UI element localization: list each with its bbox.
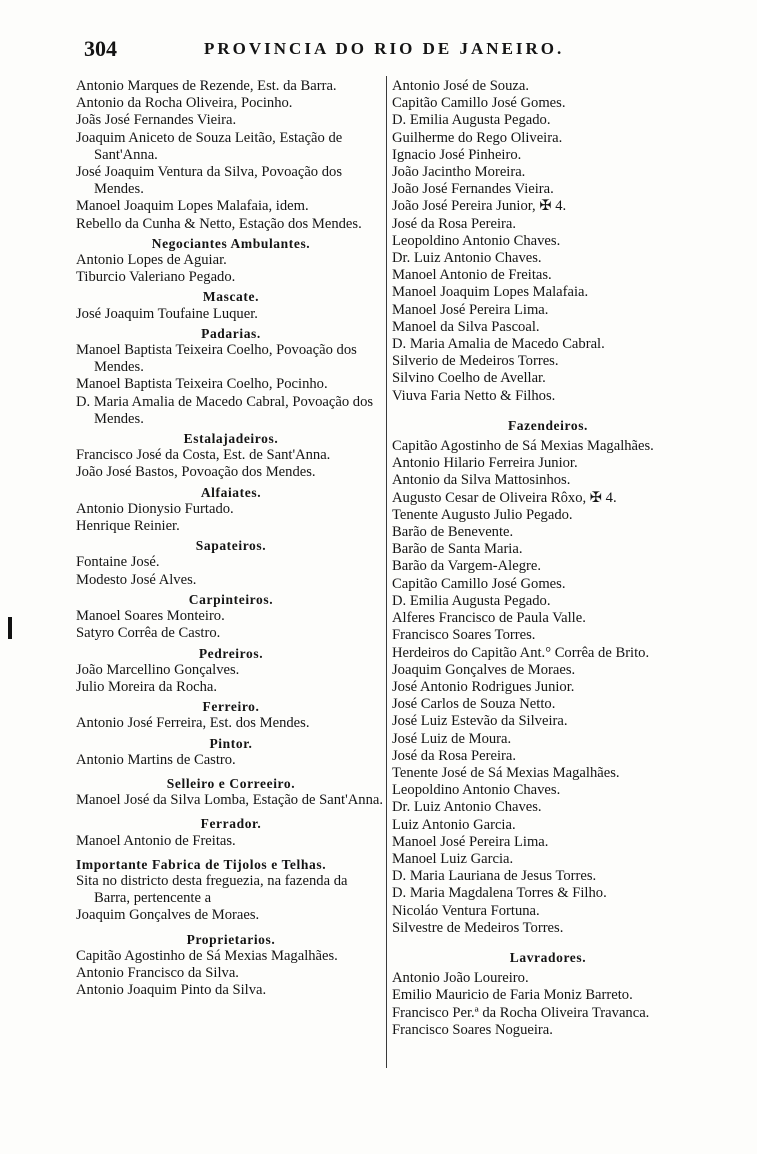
list-item: Antonio da Rocha Oliveira, Pocinho. xyxy=(76,95,293,112)
list-item: João José Pereira Junior, ✠ 4. xyxy=(392,198,567,215)
list-item: Francisco Soares Torres. xyxy=(392,627,536,644)
list-item: Antonio Hilario Ferreira Junior. xyxy=(392,455,578,472)
list-item: Satyro Corrêa de Castro. xyxy=(76,625,221,642)
list-item: Barão da Vargem-Alegre. xyxy=(392,558,541,575)
left-column xyxy=(76,78,386,999)
list-item: Manoel José Pereira Lima. xyxy=(392,833,549,850)
list-item: Dr. Luiz Antonio Chaves. xyxy=(392,799,542,816)
list-item: Capitão Agostinho de Sá Mexias Magalhães. xyxy=(392,438,654,455)
section-heading-sapateiros: Sapateiros. xyxy=(195,538,267,554)
list-item: Manoel José Pereira Lima. xyxy=(392,301,549,318)
list-item: D. Maria Amalia de Macedo Cabral, Povoação dos Mendes. xyxy=(76,393,374,427)
list-item: Tenente José de Sá Mexias Magalhães. xyxy=(392,764,620,781)
list-item: Herdeiros do Capitão Ant.° Corrêa de Brito. xyxy=(392,644,650,661)
list-item: Antonio Marques de Rezende, Est. da Barra. xyxy=(76,78,337,94)
list-item: Fontaine José. xyxy=(76,554,160,571)
section-heading-carpinteiros: Carpinteiros. xyxy=(188,591,274,607)
list-item: Joãs José Fernandes Vieira. xyxy=(76,112,237,129)
list-item: Rebello da Cunha & Netto, Estação dos Mendes. xyxy=(76,215,362,232)
running-title: PROVINCIA DO RIO DE JANEIRO. xyxy=(204,39,565,58)
list-item: Luiz Antonio Garcia. xyxy=(392,816,516,833)
section-heading-pintor: Pintor. xyxy=(209,735,253,751)
list-item: Julio Moreira da Rocha. xyxy=(76,678,218,695)
list-item: D. Emilia Augusta Pegado. xyxy=(392,112,551,129)
list-item: Alferes Francisco de Paula Valle. xyxy=(392,610,586,627)
section-heading-fazendeiros: Fazendeiros. xyxy=(507,417,589,433)
list-item: D. Maria Lauriana de Jesus Torres. xyxy=(392,868,597,885)
list-item: Antonio Martins de Castro. xyxy=(76,751,236,768)
list-item: Manoel da Silva Pascoal. xyxy=(392,318,540,335)
margin-mark xyxy=(8,617,12,639)
list-item: Guilherme do Rego Oliveira. xyxy=(392,129,563,146)
list-item: Manoel Joaquim Lopes Malafaia. xyxy=(392,284,589,301)
list-item: Tiburcio Valeriano Pegado. xyxy=(76,269,236,286)
list-item: Silvino Coelho de Avellar. xyxy=(392,370,546,387)
list-item: João Jacintho Moreira. xyxy=(392,164,526,181)
list-item: João José Bastos, Povoação dos Mendes. xyxy=(76,464,316,481)
list-item: D. Emilia Augusta Pegado. xyxy=(392,592,551,609)
list-item: Augusto Cesar de Oliveira Rôxo, ✠ 4. xyxy=(392,489,617,506)
list-item: Francisco José da Costa, Est. de Sant'Anna. xyxy=(76,447,331,464)
section-heading-fabrica: Importante Fabrica de Tijolos e Telhas. xyxy=(76,856,327,872)
page-number: 304 xyxy=(84,36,117,61)
list-item: Francisco Soares Nogueira. xyxy=(392,1021,553,1038)
list-item: Manoel Antonio de Freitas. xyxy=(76,832,236,849)
list-item: Manoel José da Silva Lomba, Estação de Sant'Anna. xyxy=(76,792,383,809)
section-heading-proprietarios: Proprietarios. xyxy=(186,931,276,947)
list-item: Barão de Santa Maria. xyxy=(392,541,523,558)
list-item: Sita no districto desta freguezia, na fazenda da Barra, pertencente a xyxy=(76,872,348,907)
section-heading-alfaiates: Alfaiates. xyxy=(200,484,262,500)
list-item: Antonio Francisco da Silva. xyxy=(76,964,239,981)
list-item: Viuva Faria Netto & Filhos. xyxy=(392,387,556,404)
list-item: Silverio de Medeiros Torres. xyxy=(392,353,559,370)
list-item: Capitão Camillo José Gomes. xyxy=(392,95,566,112)
section-heading-ferreiro: Ferreiro. xyxy=(202,699,260,715)
list-item: D. Maria Magdalena Torres & Filho. xyxy=(392,885,607,902)
list-item: José Luiz de Moura. xyxy=(392,730,512,747)
list-item: Capitão Camillo José Gomes. xyxy=(392,575,566,592)
list-item: Manoel Baptista Teixeira Coelho, Povoação dos Mendes. xyxy=(76,342,357,376)
list-item: Antonio Lopes de Aguiar. xyxy=(76,252,227,269)
column-divider xyxy=(386,76,387,1068)
list-item: Nicoláo Ventura Fortuna. xyxy=(392,902,540,919)
list-item: Manoel Baptista Teixeira Coelho, Pocinho. xyxy=(76,376,328,393)
list-item: Silvestre de Medeiros Torres. xyxy=(392,919,564,936)
list-item: José Joaquim Ventura da Silva, Povoação dos Mendes. xyxy=(76,164,343,198)
list-item: José Luiz Estevão da Silveira. xyxy=(392,713,568,730)
list-item: Leopoldino Antonio Chaves. xyxy=(392,782,561,799)
list-item: Joaquim Gonçalves de Moraes. xyxy=(76,907,260,924)
list-item: Antonio Joaquim Pinto da Silva. xyxy=(76,982,267,999)
list-item: Francisco Per.ª da Rocha Oliveira Travanca. xyxy=(392,1004,650,1021)
list-item: Dr. Luiz Antonio Chaves. xyxy=(392,250,542,267)
list-item: Modesto José Alves. xyxy=(76,571,197,588)
section-heading-estalajadeiros: Estalajadeiros. xyxy=(183,431,279,447)
list-item: Tenente Augusto Julio Pegado. xyxy=(392,506,573,523)
list-item: José Joaquim Toufaine Luquer. xyxy=(76,305,258,322)
list-item: Antonio José Ferreira, Est. dos Mendes. xyxy=(76,715,310,732)
list-item: José da Rosa Pereira. xyxy=(392,747,517,764)
list-item: José Antonio Rodrigues Junior. xyxy=(392,678,575,695)
list-item: Antonio da Silva Mattosinhos. xyxy=(392,472,571,489)
section-heading-lavradores: Lavradores. xyxy=(509,949,587,965)
section-heading-pedreiros: Pedreiros. xyxy=(198,645,264,661)
list-item: Manoel Antonio de Freitas. xyxy=(392,267,552,284)
list-item: Antonio José de Souza. xyxy=(392,78,530,94)
list-item: Manoel Joaquim Lopes Malafaia, idem. xyxy=(76,198,309,215)
list-item: D. Maria Amalia de Macedo Cabral. xyxy=(392,336,605,353)
list-item: Manoel Soares Monteiro. xyxy=(76,608,225,625)
right-column xyxy=(392,78,704,1039)
list-item: Antonio João Loureiro. xyxy=(392,970,529,987)
list-item: Joaquim Aniceto de Souza Leitão, Estação de Sant'Anna. xyxy=(76,129,343,163)
list-item: João Marcellino Gonçalves. xyxy=(76,661,240,678)
list-item: Joaquim Gonçalves de Moraes. xyxy=(392,661,576,678)
list-item: Capitão Agostinho de Sá Mexias Magalhães. xyxy=(76,947,338,964)
section-heading-ferrador: Ferrador. xyxy=(200,816,262,832)
list-item: Leopoldino Antonio Chaves. xyxy=(392,232,561,249)
page-header xyxy=(84,36,704,62)
list-item: José da Rosa Pereira. xyxy=(392,215,517,232)
section-heading-negociantes: Negociantes Ambulantes. xyxy=(151,235,311,251)
section-heading-mascate: Mascate. xyxy=(202,289,260,305)
list-item: Antonio Dionysio Furtado. xyxy=(76,500,234,517)
list-item: Henrique Reinier. xyxy=(76,518,180,535)
list-item: Emilio Mauricio de Faria Moniz Barreto. xyxy=(392,987,633,1004)
list-item: Barão de Benevente. xyxy=(392,524,514,541)
section-heading-padarias: Padarias. xyxy=(201,325,261,341)
list-item: José Carlos de Souza Netto. xyxy=(392,696,556,713)
section-heading-selleiro: Selleiro e Correeiro. xyxy=(166,775,296,791)
list-item: Ignacio José Pinheiro. xyxy=(392,146,522,163)
list-item: Manoel Luiz Garcia. xyxy=(392,850,514,867)
list-item: João José Fernandes Vieira. xyxy=(392,181,554,198)
